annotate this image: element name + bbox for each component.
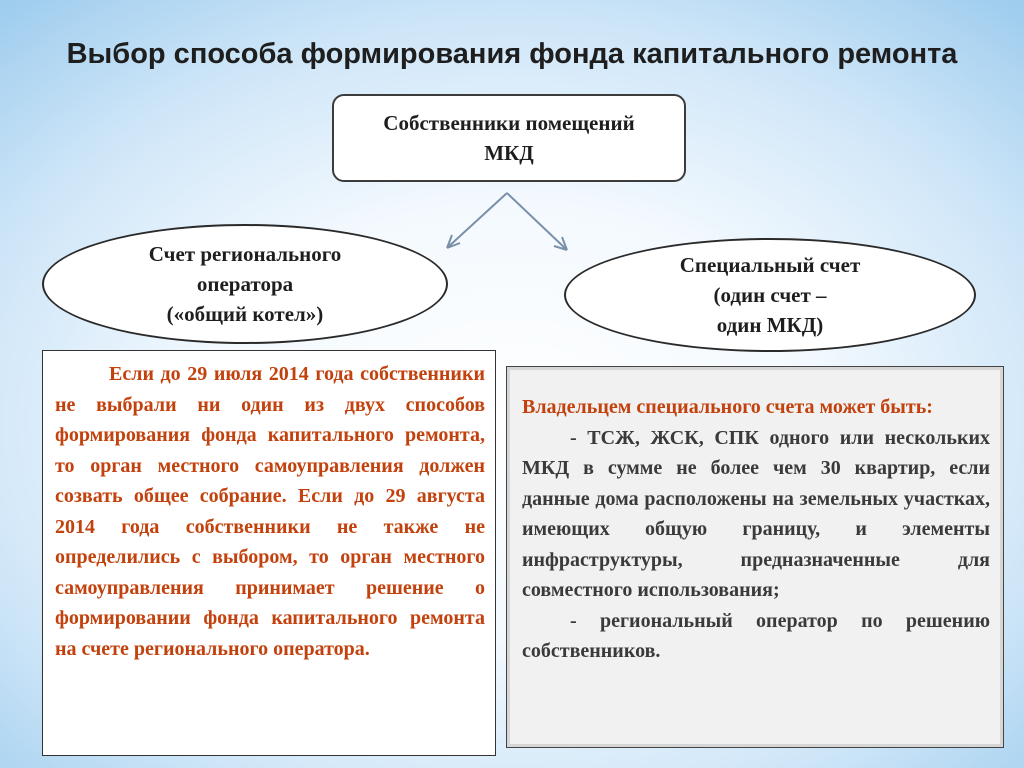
regional-operator-option: [42, 224, 448, 344]
special-account-item-1: - ТСЖ, ЖСК, СПК одного или нескольких МКД в сумме не более чем 30 квартир, если данные дома расположены на земельных участках, имеющих общую границу, и элементы инфраструктуры, предназначенные для совместного использования;: [522, 426, 990, 601]
owners-line-2: МКД: [484, 141, 534, 165]
slide-title: Выбор способа формирования фонда капитального ремонта: [66, 38, 958, 70]
special-option-line-3: один МКД): [716, 313, 824, 337]
arrow-right: [507, 193, 567, 250]
regional-option-line-2: оператора: [196, 272, 294, 296]
regional-option-line-3: («общий котел»): [166, 302, 324, 326]
special-account-heading: Владельцем специального счета может быть:: [522, 396, 933, 418]
special-account-description: [506, 366, 1004, 748]
special-account-item-2: - региональный оператор по решению собственников.: [522, 609, 990, 662]
regional-operator-description: [42, 350, 496, 756]
special-option-line-2: (один счет –: [713, 283, 827, 307]
owners-line-1: Собственники помещений: [383, 111, 635, 135]
regional-option-line-1: Счет регионального: [148, 242, 342, 266]
regional-description-text: Если до 29 июля 2014 года собственники не выбрали ни один из двух способов формирования фонда капитального ремонта, то орган местного самоуправления должен созвать общее собрание. Если до 29 августа 2014 года собственники не также не определились с выбором, то орган местного самоуправления принимает решение о формировании фонда капитального ремонта на счете регионального оператора.: [55, 363, 485, 660]
special-option-line-1: Специальный счет: [679, 253, 861, 277]
arrow-left: [447, 193, 507, 248]
special-account-option: [564, 238, 976, 352]
